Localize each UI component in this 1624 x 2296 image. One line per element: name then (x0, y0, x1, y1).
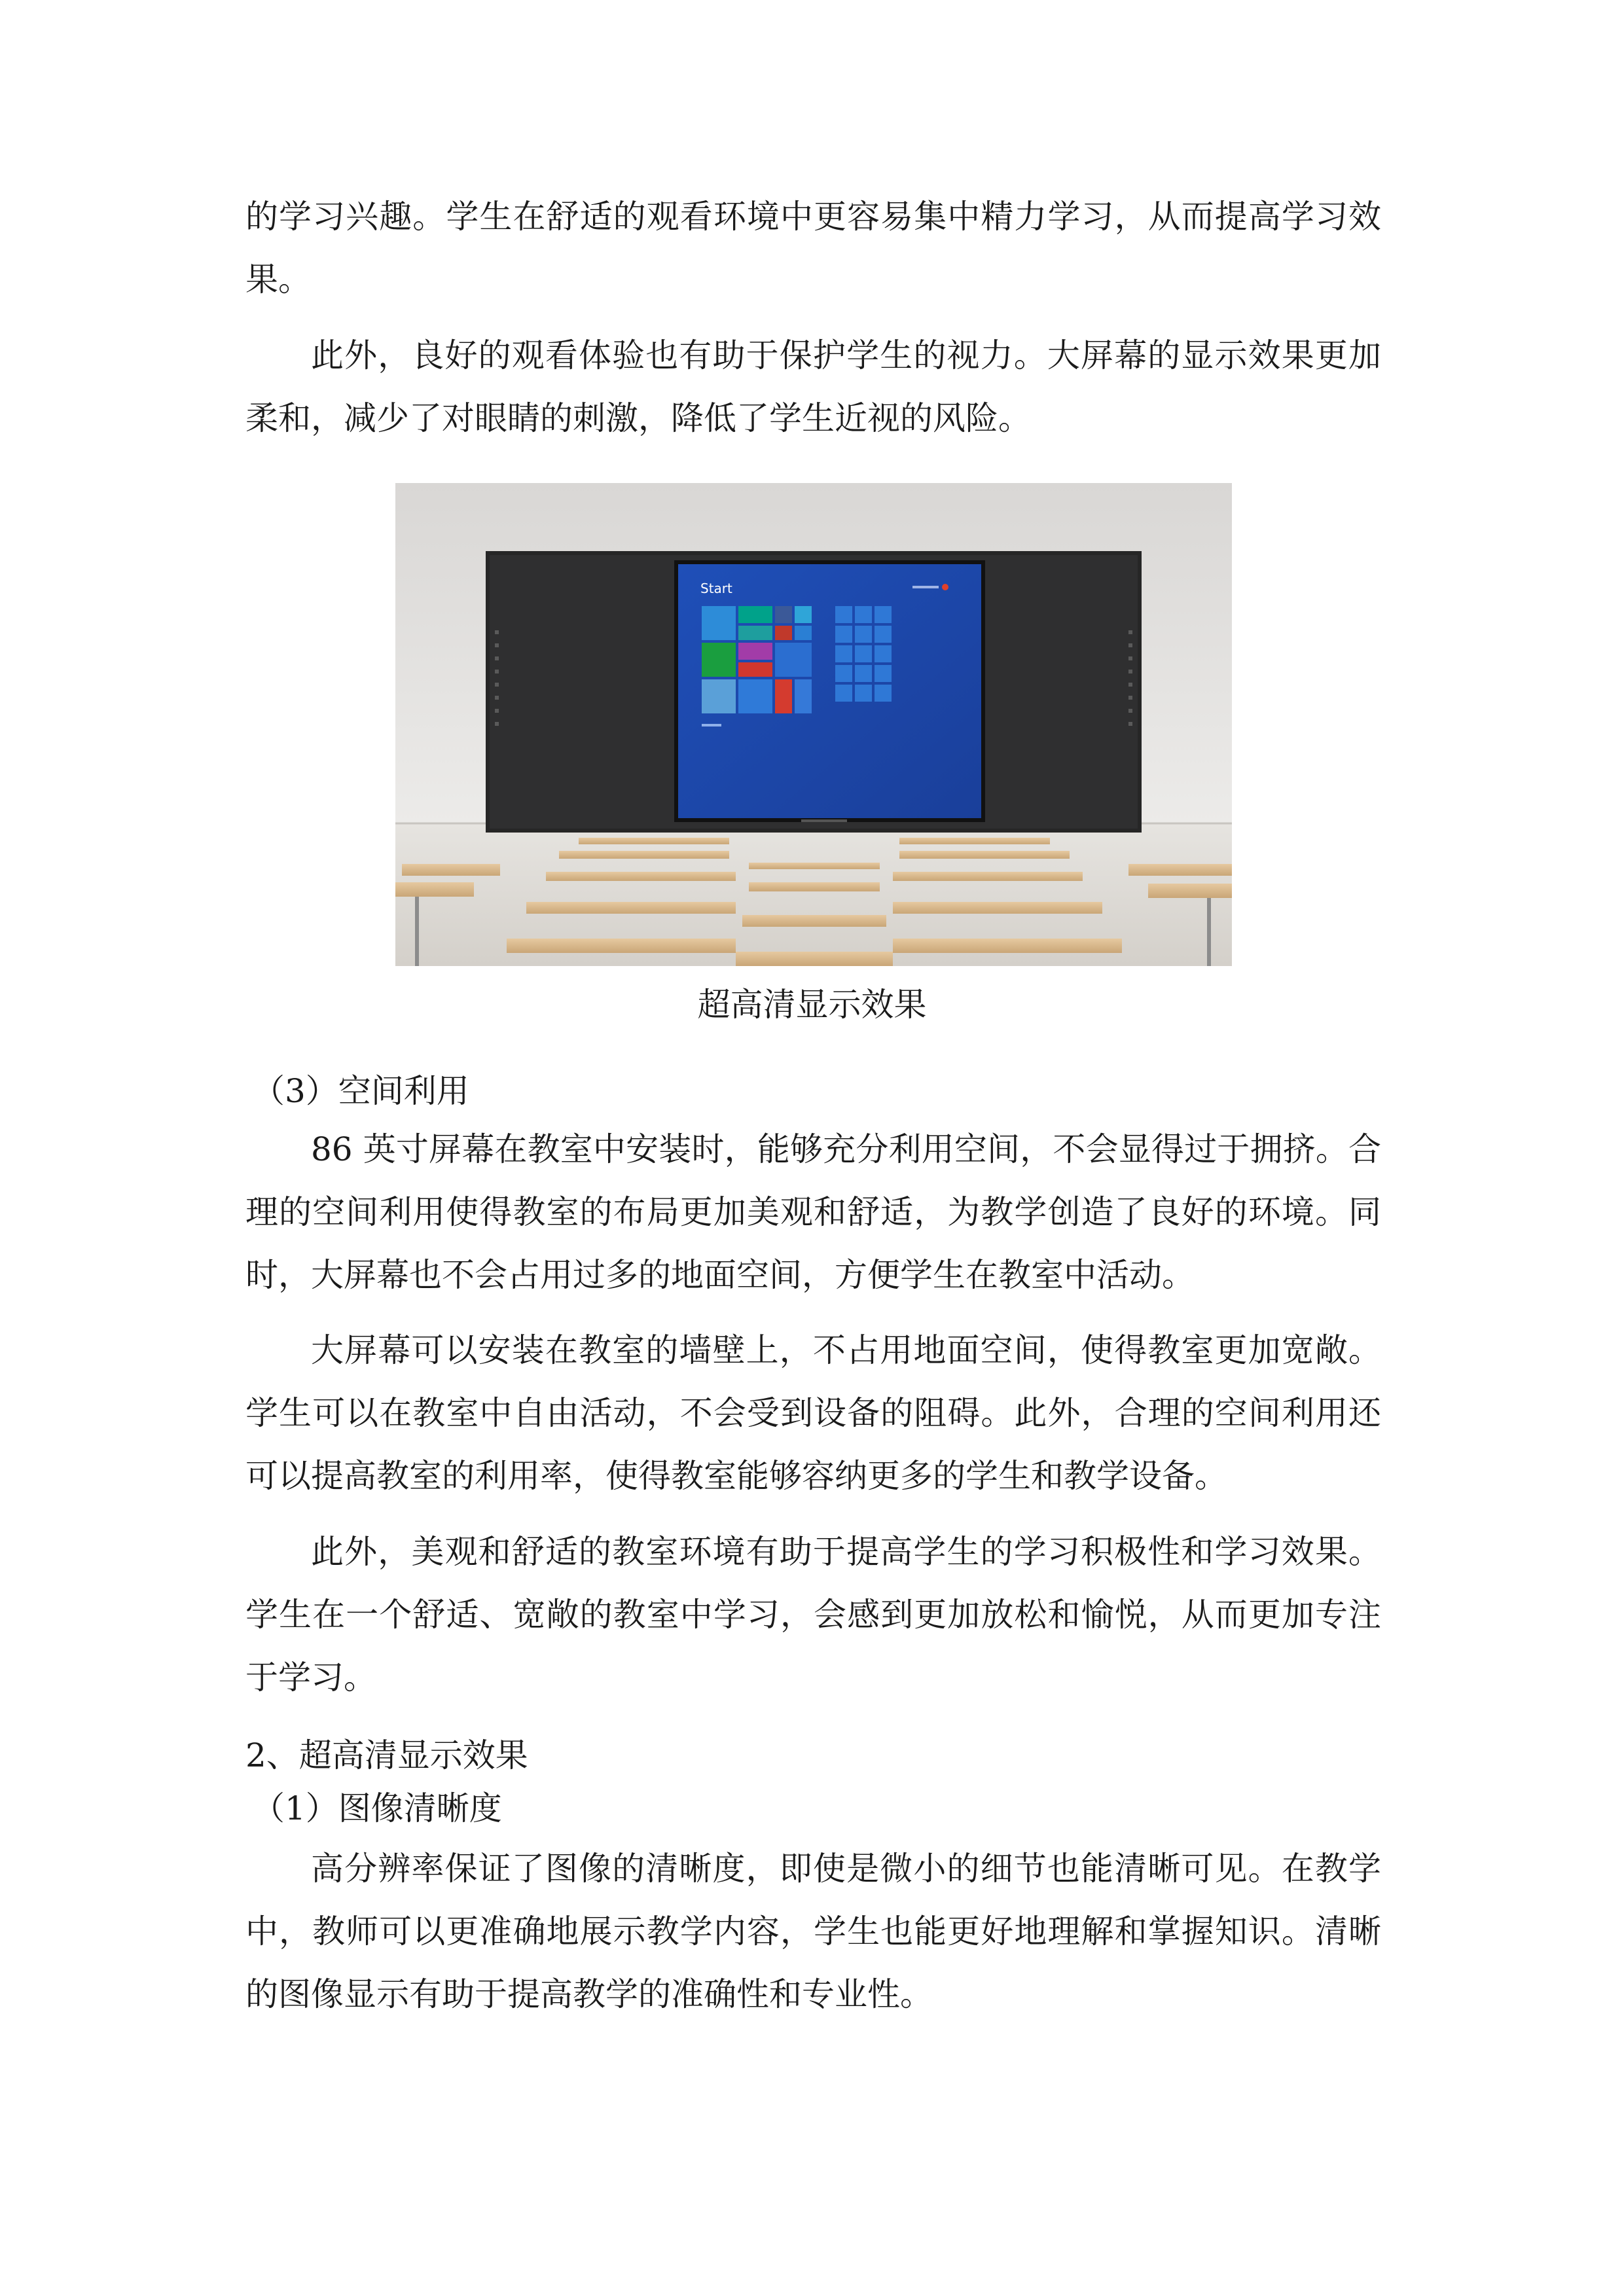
classroom-display-photo (395, 483, 1232, 966)
paragraph-eyesight: 此外，良好的观看体验也有助于保护学生的视力。大屏幕的显示效果更加柔和，减少了对眼睛的刺激，降低了学生近视的风险。 (245, 336, 1381, 437)
paragraph-space-install: 86 英寸屏幕在教室中安装时，能够充分利用空间，不会显得过于拥挤。合理的空间利用使得教室的布局更加美观和舒适，为教学创造了良好的环境。同时，大屏幕也不会占用过多的地面空间，方便学生在教室中活动。 (245, 1130, 1381, 1294)
heading-section-2: 2、超高清显示效果 (245, 1736, 528, 1774)
heading-space-use: （3）空间利用 (252, 1072, 469, 1110)
paragraph-wall-mount: 大屏幕可以安装在教室的墙壁上，不占用地面空间，使得教室更加宽敞。学生可以在教室中自由活动，不会受到设备的阻碍。此外，合理的空间利用还可以提高教室的利用率，使得教室能够容纳更多的学生和教学设备。 (245, 1331, 1381, 1495)
paragraph-resolution: 高分辨率保证了图像的清晰度，即使是微小的细节也能清晰可见。在教学中，教师可以更准确地展示教学内容，学生也能更好地理解和掌握知识。清晰的图像显示有助于提高教学的准确性和专业性。 (245, 1850, 1381, 2013)
paragraph-continuation: 的学习兴趣。学生在舒适的观看环境中更容易集中精力学习，从而提高学习效果。 (245, 198, 1381, 298)
screen-start-label: Start (700, 581, 732, 596)
heading-image-clarity: （1）图像清晰度 (252, 1789, 502, 1827)
figure-caption: 超高清显示效果 (697, 986, 927, 1024)
paragraph-environment: 此外，美观和舒适的教室环境有助于提高学生的学习积极性和学习效果。学生在一个舒适、宽敞的教室中学习，会感到更加放松和愉悦，从而更加专注于学习。 (245, 1533, 1381, 1696)
